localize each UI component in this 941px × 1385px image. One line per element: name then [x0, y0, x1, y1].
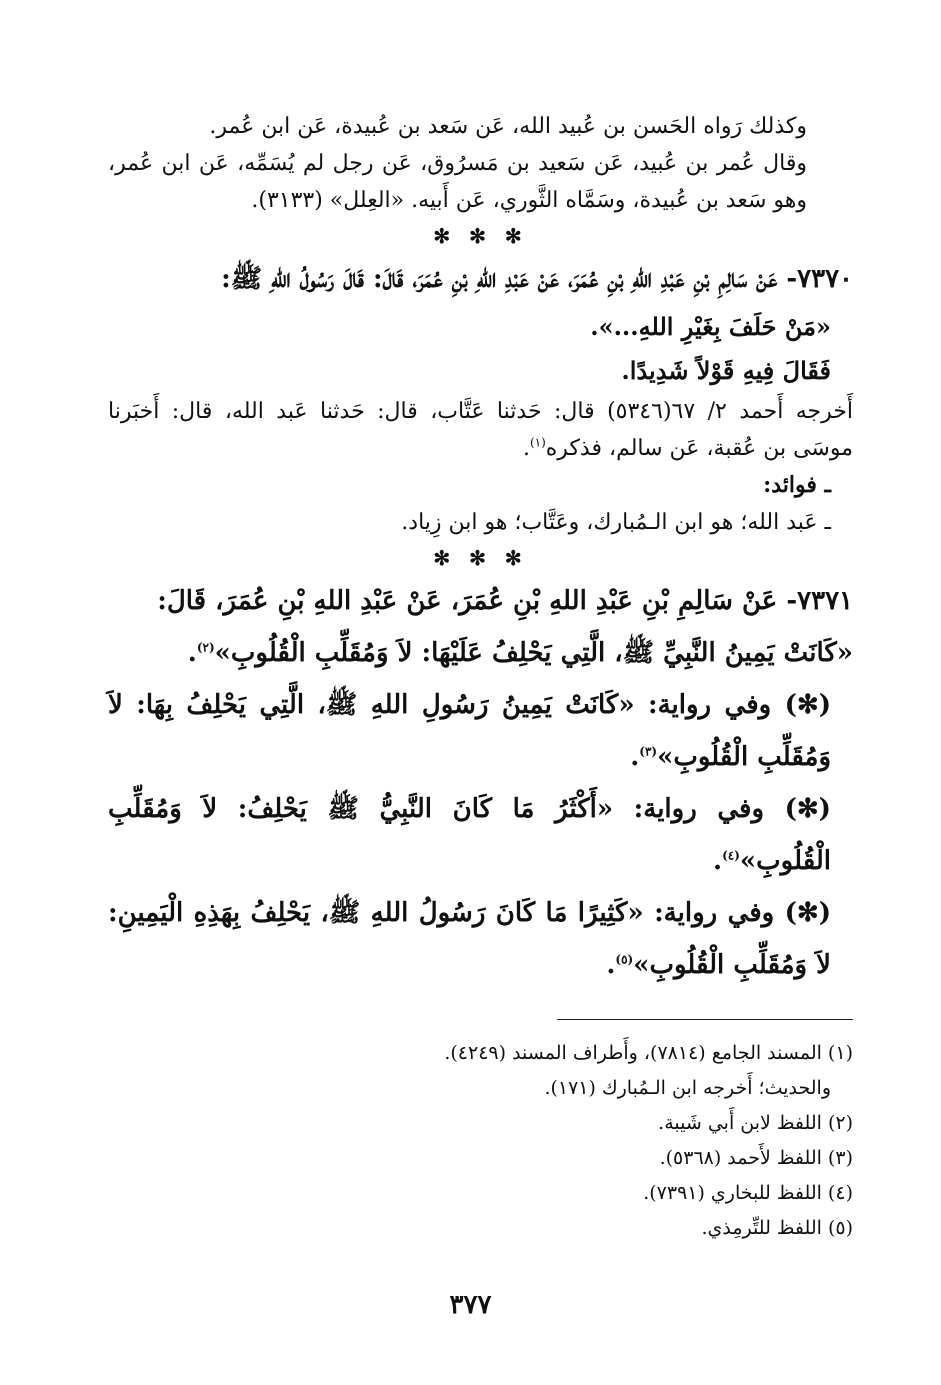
hadith-7370-isnad: ٧٣٧٠- عَنْ سَالِمِ بْنِ عَبْدِ اللهِ بْنِ عُمَرَ، عَنْ عَبْدِ اللهِ بْنِ عُمَرَ، قَالَ: قَالَ رَسُولُ اللهِ ﷺ:	[221, 264, 853, 294]
separator: ✻ ✻ ✻	[433, 546, 528, 570]
separator: ✻ ✻ ✻	[433, 224, 528, 248]
footnote-ref[interactable]: (٣)	[639, 744, 658, 759]
hadith-7370-quote: «مَنْ حَلَفَ بِغَيْرِ اللهِ...».	[590, 312, 831, 341]
intro-line-1: وكذلك رَواه الحَسن بن عُبيد الله، عَن سَعد بن عُبيدة، عَن ابن عُمر.	[209, 114, 807, 139]
riwaya-3: (✻) وفي رواية: «كَثِيرًا مَا كَانَ رَسُولُ اللهِ ﷺ، يَحْلِفُ بِهَذِهِ الْيَمِينِ: لاَ وَمُقَلِّبِ الْقُلُوبِ»$^{(٥)}$.	[108, 898, 832, 980]
page-body	[108, 108, 853, 1246]
footnote-4: (٤) اللفظ للبخاري (٧٣٩١).	[643, 1182, 853, 1204]
fawaid-heading: ـ فوائد:	[763, 472, 831, 498]
riwaya-1: (✻) وفي رواية: «كَانَتْ يَمِينُ رَسُولِ اللهِ ﷺ، الَّتِي يَحْلِفُ بِهَا: لاَ وَمُقَلِّبِ الْقُلُوبِ»$^{(٣)}$.	[108, 690, 831, 772]
intro-line-2: وقال عُمر بن عُبيد، عَن سَعيد بن مَسرُوق، عَن رجل لم يُسَمِّه، عَن ابن عُمر، وهو سَعد بن عُبيدة، وسَمَّاه الثَّوري، عَن أَبيه. «العِلل» (٣١٣٣).	[108, 151, 807, 213]
footnote-1-continued: والحديث؛ أَخرجه ابن الـمُبارك (١٧١).	[544, 1077, 831, 1099]
footnote-2: (٢) اللفظ لابن أَبي شَيبة.	[658, 1112, 853, 1134]
hadith-number: ٧٣٧١	[797, 586, 853, 616]
hadith-number: ٧٣٧٠	[797, 264, 853, 294]
footnote-3: (٣) اللفظ لأَحمد (٥٣٦٨).	[659, 1147, 853, 1169]
riwaya-2: (✻) وفي رواية: «أَكْثَرُ مَا كَانَ النَّبِيُّ ﷺ يَحْلِفُ: لاَ وَمُقَلِّبِ الْقُلُوبِ»$^{(٤)}$.	[108, 794, 831, 876]
footnote-ref[interactable]: (١)	[529, 435, 546, 450]
fawaid-text: ـ عَبد الله؛ هو ابن الـمُبارك، وعَتَّاب؛ هو ابن زِياد.	[401, 510, 831, 535]
footnote-5: (٥) اللفظ للتِّرمِذي.	[701, 1217, 853, 1239]
hadith-7370-takhrij: أَخرجه أَحمد ٢/ ٦٧(٥٣٤٦) قال: حَدثنا عَتَّاب، قال: حَدثنا عَبد الله، قال: أَخبَرنا موسَى بن عُقبة، عَن سالم، فذكره$^{(١)}$.	[108, 399, 854, 461]
footnote-1: (١) المسند الجامع (٧٨١٤)، وأَطراف المسند (٤٢٤٩).	[444, 1042, 853, 1064]
hadith-7370-line3: فَقَالَ فِيهِ قَوْلاً شَدِيدًا.	[621, 356, 831, 385]
footnote-divider	[557, 1019, 853, 1020]
footnote-ref[interactable]: (٢)	[196, 640, 215, 655]
footnote-ref[interactable]: (٥)	[615, 952, 634, 967]
hadith-7371-isnad: ٧٣٧١- عَنْ سَالِمِ بْنِ عَبْدِ اللهِ بْنِ عُمَرَ، عَنْ عَبْدِ اللهِ بْنِ عُمَرَ، قَالَ:	[157, 586, 853, 616]
page-number: ٣٧٧	[449, 1290, 492, 1320]
footnote-ref[interactable]: (٤)	[722, 848, 740, 863]
hadith-7371-matn: «كَانَتْ يَمِينُ النَّبِيِّ ﷺ، الَّتِي يَحْلِفُ عَلَيْهَا: لاَ وَمُقَلِّبِ الْقُلُوبِ»$^{(٢)}$.	[187, 638, 853, 668]
